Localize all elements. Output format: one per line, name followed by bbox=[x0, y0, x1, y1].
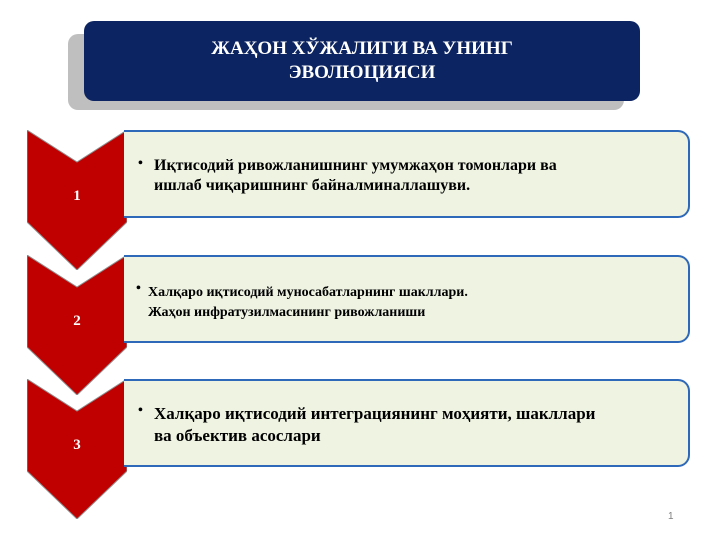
step-number-3: 3 bbox=[73, 437, 81, 453]
step-row-2 bbox=[0, 255, 720, 395]
step-box-1 bbox=[124, 130, 690, 218]
step-row-3 bbox=[0, 379, 720, 519]
slide-title-text: ЖАҲОН ХЎЖАЛИГИ ВА УНИНГ ЭВОЛЮЦИЯСИ bbox=[211, 38, 513, 83]
bullet-marker: • bbox=[136, 281, 141, 296]
step-text-3: Халқаро иқтисодий интеграциянинг моҳияти, шакллари ва объектив асослари bbox=[154, 404, 596, 445]
bullet-marker: • bbox=[138, 156, 143, 171]
step-box-2 bbox=[124, 255, 690, 343]
step-number-1: 1 bbox=[73, 188, 81, 204]
step-text-1: Иқтисодий ривожланишнинг умумжаҳон томонлари ва ишлаб чиқаришнинг байналминаллашуви. bbox=[154, 157, 557, 194]
page-number: 1 bbox=[668, 511, 674, 522]
step-number-2: 2 bbox=[73, 313, 81, 329]
step-row-1 bbox=[0, 130, 720, 270]
step-box-3 bbox=[124, 379, 690, 467]
step-text-2: Халқаро иқтисодий муносабатларнинг шакллари. Жаҳон инфратузилмасининг ривожланиши bbox=[148, 285, 468, 320]
slide-title bbox=[84, 21, 640, 101]
bullet-marker: • bbox=[138, 403, 143, 418]
